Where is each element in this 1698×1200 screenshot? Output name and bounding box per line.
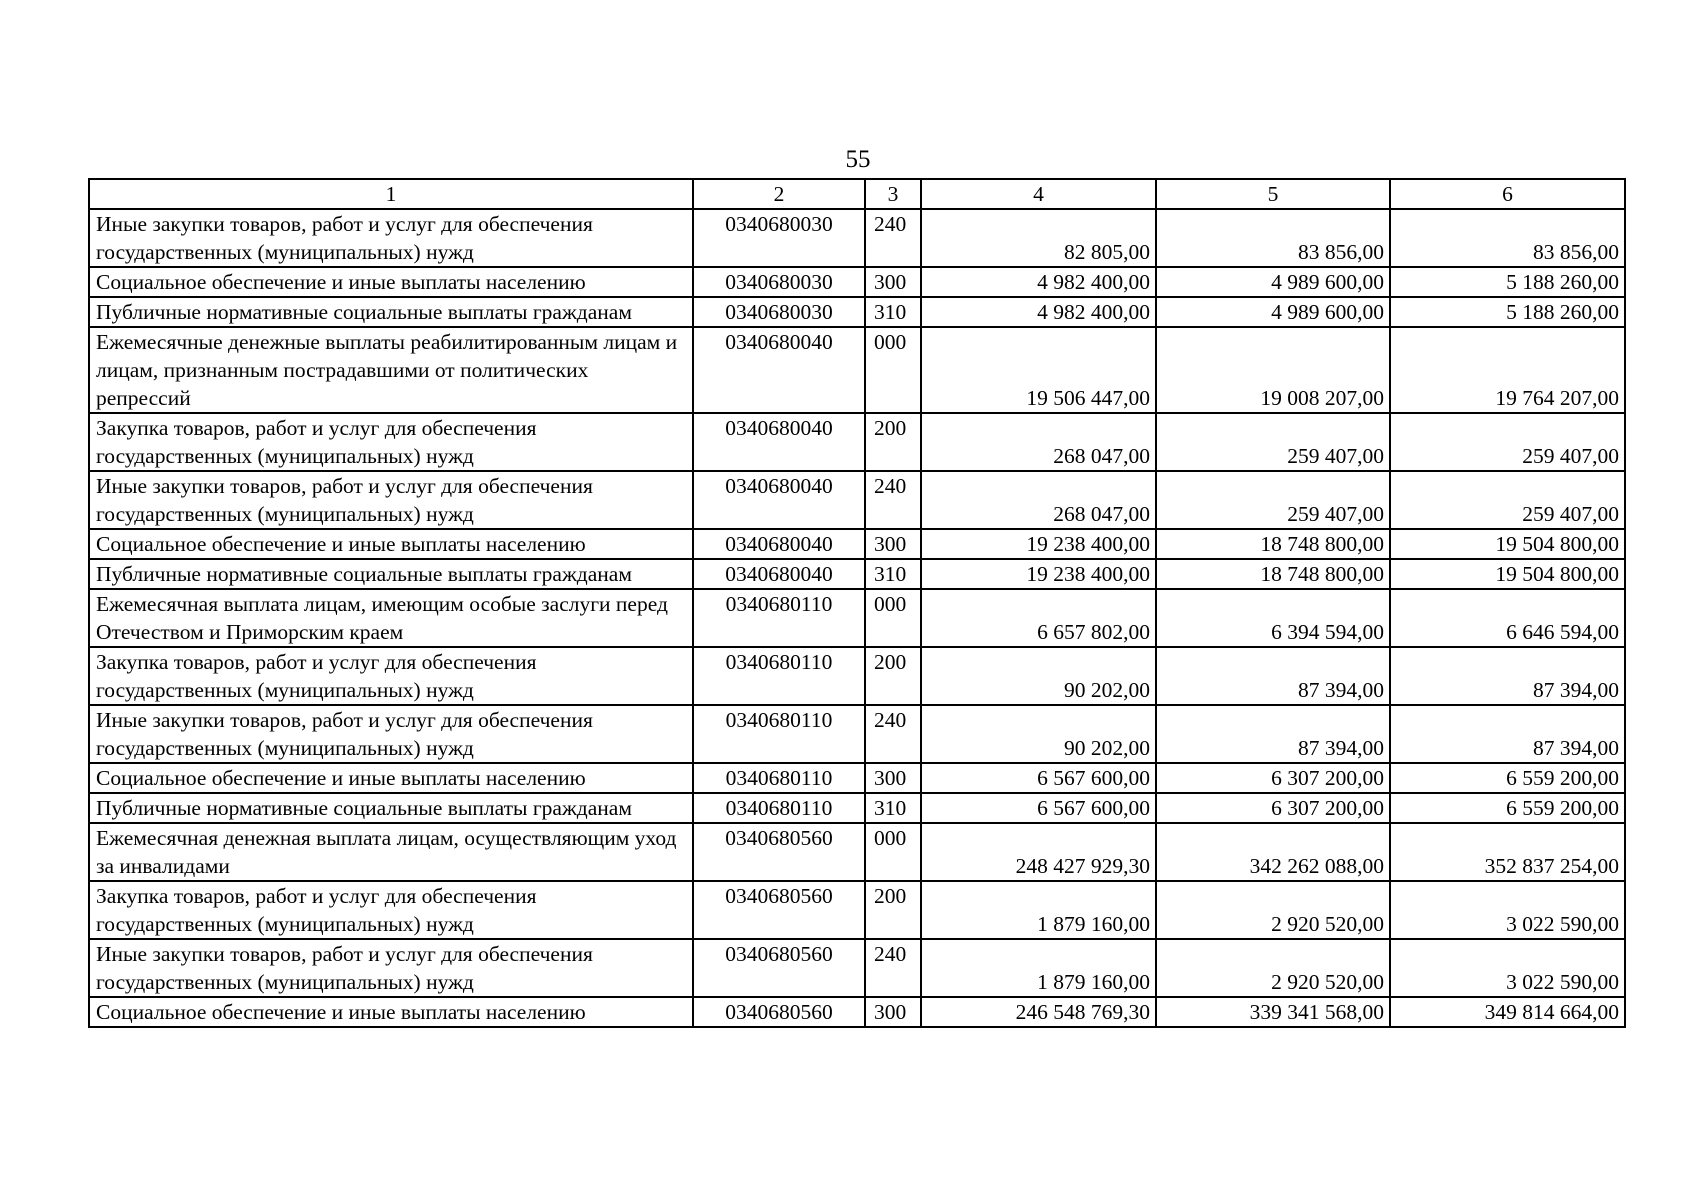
row-name-cell: Ежемесячная денежная выплата лицам, осуществляющим уход за инвалидами: [89, 823, 693, 881]
header-cell-4: 4: [921, 179, 1156, 209]
table-row: [89, 471, 1625, 529]
row-value-4-cell: 19 506 447,00: [921, 327, 1156, 413]
row-value-5-cell: 6 307 200,00: [1156, 793, 1390, 823]
row-name-cell: Ежемесячные денежные выплаты реабилитированным лицам и лицам, признанным пострадавшими от политических репрессий: [89, 327, 693, 413]
row-type-cell: 000: [865, 589, 921, 647]
row-value-5-cell: 4 989 600,00: [1156, 297, 1390, 327]
row-value-5-cell: 4 989 600,00: [1156, 267, 1390, 297]
table-row: [89, 209, 1625, 267]
header-cell-2: 2: [693, 179, 865, 209]
row-value-6-cell: 3 022 590,00: [1390, 939, 1625, 997]
row-value-6-cell: 352 837 254,00: [1390, 823, 1625, 881]
table-row: [89, 589, 1625, 647]
row-name-cell: Социальное обеспечение и иные выплаты населению: [89, 529, 693, 559]
row-name-cell: Иные закупки товаров, работ и услуг для обеспечения государственных (муниципальных) нужд: [89, 939, 693, 997]
row-name-cell: Социальное обеспечение и иные выплаты населению: [89, 997, 693, 1027]
row-type-cell: 240: [865, 939, 921, 997]
table-row: [89, 939, 1625, 997]
row-name-cell: Публичные нормативные социальные выплаты гражданам: [89, 559, 693, 589]
budget-table: [88, 178, 1626, 1028]
row-code-cell: 0340680040: [693, 471, 865, 529]
row-code-cell: 0340680040: [693, 327, 865, 413]
row-type-cell: 300: [865, 763, 921, 793]
row-value-6-cell: 259 407,00: [1390, 413, 1625, 471]
row-value-5-cell: 18 748 800,00: [1156, 529, 1390, 559]
row-value-6-cell: 3 022 590,00: [1390, 881, 1625, 939]
row-value-6-cell: 5 188 260,00: [1390, 267, 1625, 297]
row-value-4-cell: 1 879 160,00: [921, 939, 1156, 997]
row-value-5-cell: 259 407,00: [1156, 471, 1390, 529]
row-type-cell: 200: [865, 647, 921, 705]
row-code-cell: 0340680110: [693, 705, 865, 763]
header-row: [89, 179, 1625, 209]
row-value-4-cell: 268 047,00: [921, 413, 1156, 471]
table-body: [89, 209, 1625, 1027]
row-value-6-cell: 6 559 200,00: [1390, 763, 1625, 793]
row-value-6-cell: 259 407,00: [1390, 471, 1625, 529]
row-value-5-cell: 83 856,00: [1156, 209, 1390, 267]
table-row: [89, 297, 1625, 327]
row-value-5-cell: 87 394,00: [1156, 647, 1390, 705]
table-row: [89, 881, 1625, 939]
row-type-cell: 200: [865, 413, 921, 471]
row-type-cell: 240: [865, 705, 921, 763]
row-value-4-cell: 248 427 929,30: [921, 823, 1156, 881]
row-code-cell: 0340680560: [693, 997, 865, 1027]
table-row: [89, 705, 1625, 763]
row-value-4-cell: 6 657 802,00: [921, 589, 1156, 647]
row-code-cell: 0340680040: [693, 559, 865, 589]
row-code-cell: 0340680040: [693, 413, 865, 471]
row-code-cell: 0340680560: [693, 939, 865, 997]
row-value-6-cell: 19 764 207,00: [1390, 327, 1625, 413]
row-type-cell: 300: [865, 267, 921, 297]
row-code-cell: 0340680040: [693, 529, 865, 559]
row-value-6-cell: 19 504 800,00: [1390, 559, 1625, 589]
table-row: [89, 997, 1625, 1027]
row-name-cell: Иные закупки товаров, работ и услуг для обеспечения государственных (муниципальных) нужд: [89, 705, 693, 763]
row-value-5-cell: 2 920 520,00: [1156, 881, 1390, 939]
row-name-cell: Публичные нормативные социальные выплаты гражданам: [89, 297, 693, 327]
row-type-cell: 200: [865, 881, 921, 939]
table-row: [89, 793, 1625, 823]
row-value-4-cell: 19 238 400,00: [921, 529, 1156, 559]
row-code-cell: 0340680560: [693, 881, 865, 939]
row-name-cell: Публичные нормативные социальные выплаты гражданам: [89, 793, 693, 823]
row-name-cell: Ежемесячная выплата лицам, имеющим особые заслуги перед Отечеством и Приморским краем: [89, 589, 693, 647]
row-code-cell: 0340680030: [693, 267, 865, 297]
row-type-cell: 000: [865, 327, 921, 413]
row-value-4-cell: 6 567 600,00: [921, 763, 1156, 793]
row-value-6-cell: 5 188 260,00: [1390, 297, 1625, 327]
row-value-6-cell: 83 856,00: [1390, 209, 1625, 267]
row-code-cell: 0340680560: [693, 823, 865, 881]
page-number: 55: [845, 146, 871, 173]
row-value-5-cell: 339 341 568,00: [1156, 997, 1390, 1027]
row-type-cell: 240: [865, 209, 921, 267]
row-name-cell: Иные закупки товаров, работ и услуг для обеспечения государственных (муниципальных) нужд: [89, 209, 693, 267]
row-type-cell: 000: [865, 823, 921, 881]
row-value-4-cell: 246 548 769,30: [921, 997, 1156, 1027]
row-value-6-cell: 87 394,00: [1390, 705, 1625, 763]
row-code-cell: 0340680110: [693, 793, 865, 823]
row-value-4-cell: 19 238 400,00: [921, 559, 1156, 589]
row-name-cell: Социальное обеспечение и иные выплаты населению: [89, 763, 693, 793]
row-value-4-cell: 6 567 600,00: [921, 793, 1156, 823]
table-row: [89, 413, 1625, 471]
row-value-4-cell: 90 202,00: [921, 705, 1156, 763]
table-row: [89, 267, 1625, 297]
row-name-cell: Закупка товаров, работ и услуг для обеспечения государственных (муниципальных) нужд: [89, 647, 693, 705]
row-type-cell: 310: [865, 297, 921, 327]
row-name-cell: Социальное обеспечение и иные выплаты населению: [89, 267, 693, 297]
row-value-4-cell: 268 047,00: [921, 471, 1156, 529]
row-name-cell: Закупка товаров, работ и услуг для обеспечения государственных (муниципальных) нужд: [89, 413, 693, 471]
row-value-6-cell: 19 504 800,00: [1390, 529, 1625, 559]
row-type-cell: 300: [865, 529, 921, 559]
row-value-5-cell: 259 407,00: [1156, 413, 1390, 471]
row-code-cell: 0340680030: [693, 209, 865, 267]
row-value-6-cell: 87 394,00: [1390, 647, 1625, 705]
row-value-6-cell: 349 814 664,00: [1390, 997, 1625, 1027]
table-row: [89, 559, 1625, 589]
row-value-4-cell: 1 879 160,00: [921, 881, 1156, 939]
row-value-6-cell: 6 646 594,00: [1390, 589, 1625, 647]
row-type-cell: 300: [865, 997, 921, 1027]
row-type-cell: 310: [865, 559, 921, 589]
row-value-5-cell: 6 394 594,00: [1156, 589, 1390, 647]
row-value-5-cell: 18 748 800,00: [1156, 559, 1390, 589]
header-cell-3: 3: [865, 179, 921, 209]
row-value-5-cell: 342 262 088,00: [1156, 823, 1390, 881]
row-value-5-cell: 87 394,00: [1156, 705, 1390, 763]
row-type-cell: 240: [865, 471, 921, 529]
row-code-cell: 0340680110: [693, 589, 865, 647]
row-value-4-cell: 4 982 400,00: [921, 297, 1156, 327]
row-value-4-cell: 4 982 400,00: [921, 267, 1156, 297]
table-row: [89, 327, 1625, 413]
row-value-4-cell: 90 202,00: [921, 647, 1156, 705]
table-row: [89, 529, 1625, 559]
row-name-cell: Закупка товаров, работ и услуг для обеспечения государственных (муниципальных) нужд: [89, 881, 693, 939]
row-code-cell: 0340680030: [693, 297, 865, 327]
row-value-5-cell: 6 307 200,00: [1156, 763, 1390, 793]
row-type-cell: 310: [865, 793, 921, 823]
header-cell-5: 5: [1156, 179, 1390, 209]
table-row: [89, 647, 1625, 705]
row-value-6-cell: 6 559 200,00: [1390, 793, 1625, 823]
header-cell-1: 1: [89, 179, 693, 209]
row-name-cell: Иные закупки товаров, работ и услуг для обеспечения государственных (муниципальных) нужд: [89, 471, 693, 529]
table-row: [89, 763, 1625, 793]
table-row: [89, 823, 1625, 881]
row-value-5-cell: 2 920 520,00: [1156, 939, 1390, 997]
row-code-cell: 0340680110: [693, 763, 865, 793]
row-value-5-cell: 19 008 207,00: [1156, 327, 1390, 413]
row-code-cell: 0340680110: [693, 647, 865, 705]
header-cell-6: 6: [1390, 179, 1625, 209]
row-value-4-cell: 82 805,00: [921, 209, 1156, 267]
